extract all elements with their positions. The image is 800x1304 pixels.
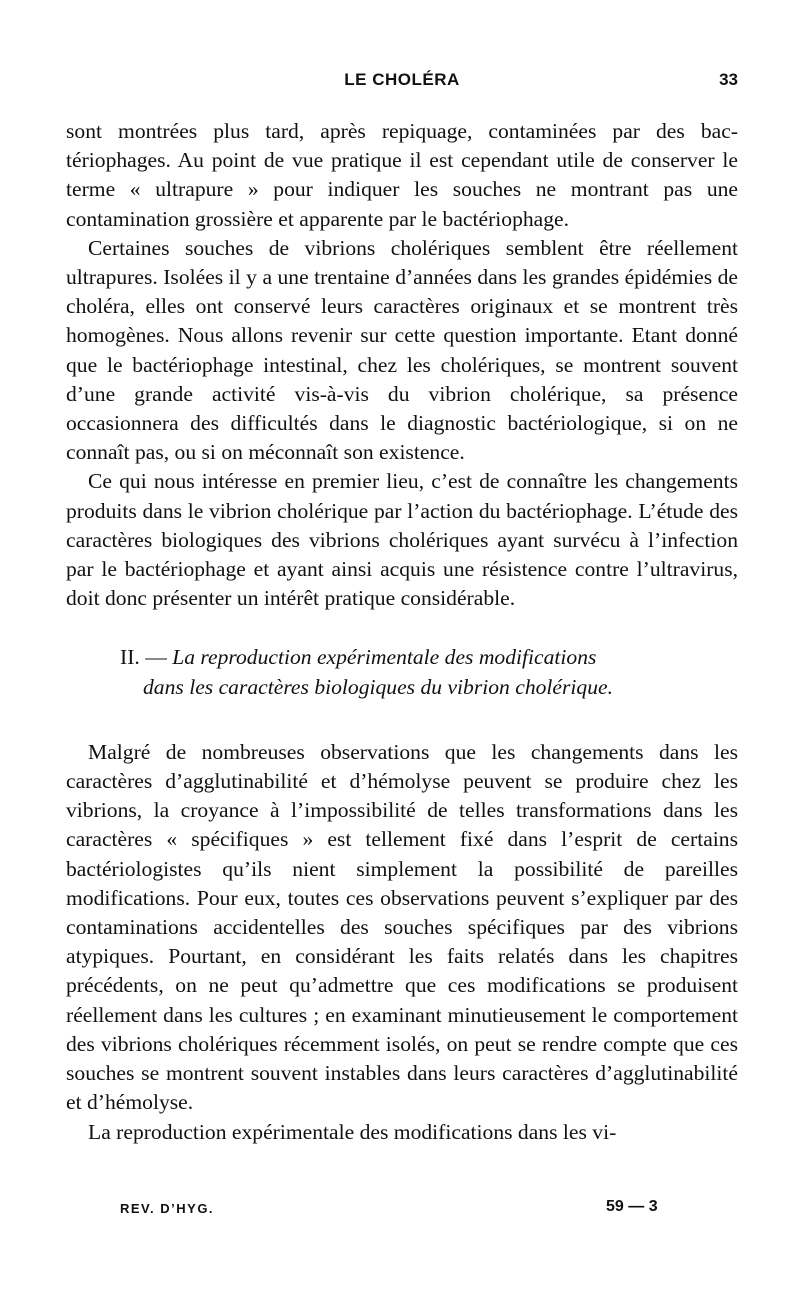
page-number: 33 (719, 70, 738, 89)
running-title: LE CHOLÉRA (344, 70, 460, 89)
section-title-line-1: La reproduction expérimentale des modifications (172, 645, 597, 670)
paragraph-4: Malgré de nombreuses observations que les changements dans les caractères d’agglutinabilité et d’hémolyse peuvent se produire chez les vibrions, la croyance à l’impossibilité de telles transformations dans les caractères « spécifiques » est tellement fixé dans l’esprit de certains bactériologistes qu’ils nient simplement la possibilité de pareilles modifications. Pour eux, toutes ces observations peuvent s’expliquer par des contaminations accidentelles des souches spécifiques par des vibrions atypiques. Pourtant, en considérant les faits relatés dans les chapitres précédents, on ne peut qu’admettre que ces modifications se produisent réellement dans les cultures ; en examinant minutieusement le comportement des vibrions cholériques récemment isolés, on peut se rendre compte que ces souches se montrent souvent instables dans leurs caractères d’agglutinabilité et d’hémolyse. (66, 739, 738, 1115)
section-number: II. (120, 645, 140, 670)
paragraph-3: Ce qui nous intéresse en premier lieu, c’est de connaître les changements produits dans le vibrion cholérique par l’action du bactériophage. L’étude des caractères biologiques des vibrions cholériques ayant survécu à l’infection par le bactériophage et ayant ainsi acquis une résistence contre l’ultravirus, doit donc présenter un intérêt pratique considérable. (66, 469, 738, 611)
body-text (66, 117, 738, 1147)
footer-journal: REV. D’HYG. (120, 1201, 215, 1216)
paragraph-2: Certaines souches de vibrions cholériques semblent être réellement ultrapures. Isolées il y a une trentaine d’années dans les grandes épidémies de choléra, elles ont conservé leurs caractères originaux et se montrent très homogènes. Nous allons revenir sur cette question importante. Etant donné que le bactériophage intestinal, chez les cholériques, se montrent souvent d’une grande activité vis-à-vis du vibrion cholérique, sa présence occasionnera des difficultés dans le diagnostic bactériologique, si on ne connaît pas, ou si on méconnaît son existence. (66, 235, 738, 465)
section-dash: — (145, 645, 167, 670)
section-heading (66, 643, 738, 701)
running-head (66, 70, 738, 96)
document-page (66, 0, 738, 1304)
paragraph-5: La reproduction expérimentale des modifications dans les vi- (88, 1119, 617, 1144)
footer-signature: 59 — 3 (606, 1198, 658, 1215)
section-title-line-2: dans les caractères biologiques du vibrion cholérique. (143, 674, 613, 699)
paragraph-1: sont montrées plus tard, après repiquage, contaminées par des bactériophages. Au point de vue pratique il est cependant utile de conserver le terme « ultrapure » pour indiquer les souches ne montrant pas une contamination grossière et apparente par le bactériophage. (66, 119, 738, 231)
page-footer (66, 1198, 738, 1222)
section-heading-line-1 (120, 643, 738, 672)
